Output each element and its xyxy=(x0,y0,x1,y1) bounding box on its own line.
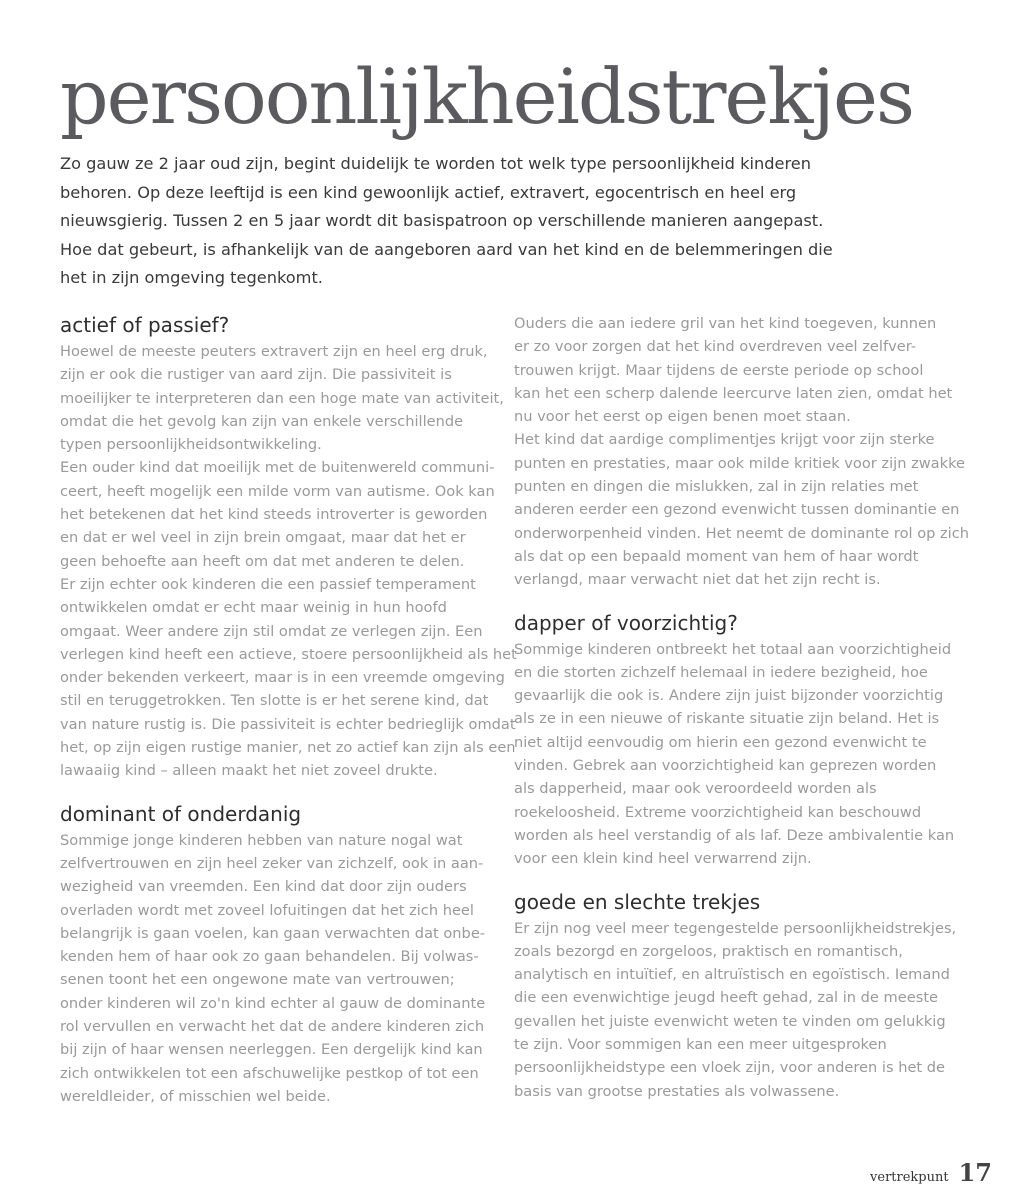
page-number: 17 xyxy=(958,1158,992,1187)
paragraph-line: moeilijker te interpreteren dan een hoge mate van activiteit, xyxy=(60,389,504,407)
section-paragraph xyxy=(514,312,970,592)
paragraph-line: punten en prestaties, maar ook milde kritiek voor zijn zwakke xyxy=(514,454,965,472)
paragraph-line: geen behoefte aan heeft om dat met anderen te delen. xyxy=(60,552,465,570)
paragraph-line: die een evenwichtige jeugd heeft gehad, zal in de meeste xyxy=(514,989,939,1007)
article-section xyxy=(514,610,954,871)
section-paragraph xyxy=(514,638,954,871)
paragraph-line: verlangd, maar verwacht niet dat het zijn recht is. xyxy=(514,571,881,589)
paragraph-line: gevallen het juiste evenwicht weten te vinden om gelukkig xyxy=(514,1012,946,1030)
paragraph-line: Ouders die aan iedere gril van het kind toegeven, kunnen xyxy=(514,315,937,332)
section-gap xyxy=(60,783,500,801)
article-section xyxy=(514,312,970,592)
section-heading: dapper of voorzichtig? xyxy=(514,610,738,635)
paragraph-line: wezigheid van vreemden. Een kind dat door zijn ouders xyxy=(60,878,467,896)
intro-line: Zo gauw ze 2 jaar oud zijn, begint duidelijk te worden tot welk type persoonlijkheid kinderen xyxy=(60,154,811,173)
section-gap xyxy=(514,592,954,610)
paragraph-line: verlegen kind heeft een actieve, stoere persoonlijkheid als het xyxy=(60,645,517,663)
paragraph-line: persoonlijkheidstype een vloek zijn, voor anderen is het de xyxy=(514,1059,946,1077)
section-gap xyxy=(514,871,954,889)
paragraph-line: wereldleider, of misschien wel beide. xyxy=(60,1087,331,1105)
paragraph-line: punten en dingen die mislukken, zal in zijn relaties met xyxy=(514,478,919,496)
paragraph-line: analytisch en intuïtief, en altruïstisch en egoïstisch. Iemand xyxy=(514,966,950,984)
section-paragraph xyxy=(514,917,957,1103)
intro-line: het in zijn omgeving tegenkomt. xyxy=(60,268,323,287)
paragraph-line: Hoewel de meeste peuters extravert zijn en heel erg druk, xyxy=(60,343,488,360)
paragraph-line: zoals bezorgd en zorgeloos, praktisch en romantisch, xyxy=(514,942,903,960)
paragraph-line: rol vervullen en verwacht het dat de andere kinderen zich xyxy=(60,1018,485,1036)
paragraph-line: bij zijn of haar wensen neerleggen. Een dergelijk kind kan xyxy=(60,1041,483,1059)
right-column xyxy=(514,312,970,1103)
paragraph-line: anderen eerder een gezond evenwicht tussen dominantie en xyxy=(514,501,960,519)
paragraph-line: ceert, heeft mogelijk een milde vorm van autisme. Ook kan xyxy=(60,482,495,500)
paragraph-line: als dapperheid, maar ook veroordeeld worden als xyxy=(514,780,877,798)
paragraph-line: trouwen krijgt. Maar tijdens de eerste periode op school xyxy=(514,361,924,379)
article-section xyxy=(514,889,957,1103)
paragraph-line: als dat op een bepaald moment van hem of haar wordt xyxy=(514,547,919,565)
article-section xyxy=(60,801,500,1109)
section-heading: goede en slechte trekjes xyxy=(514,889,761,914)
paragraph-line: zich ontwikkelen tot een afschuwelijke pestkop of tot een xyxy=(60,1064,479,1082)
paragraph-line: senen toont het een ongewone mate van vertrouwen; xyxy=(60,971,455,989)
paragraph-line: Er zijn echter ook kinderen die een passief temperament xyxy=(60,575,476,593)
section-paragraph xyxy=(60,340,517,783)
paragraph-line: roekeloosheid. Extreme voorzichtigheid kan beschouwd xyxy=(514,803,922,821)
paragraph-line: omgaat. Weer andere zijn stil omdat ze verlegen zijn. Een xyxy=(60,622,483,640)
paragraph-line: worden als heel verstandig of als laf. Deze ambivalentie kan xyxy=(514,826,955,844)
paragraph-line: niet altijd eenvoudig om hierin een gezond evenwicht te xyxy=(514,733,927,751)
intro-line: nieuwsgierig. Tussen 2 en 5 jaar wordt dit basispatroon op verschillende manieren aangepast. xyxy=(60,211,824,230)
paragraph-line: Sommige jonge kinderen hebben van nature nogal wat xyxy=(60,831,463,849)
paragraph-line: stil en teruggetrokken. Ten slotte is er het serene kind, dat xyxy=(60,692,489,710)
paragraph-line: als ze in een nieuwe of riskante situatie zijn beland. Het is xyxy=(514,710,940,728)
paragraph-line: het, op zijn eigen rustige manier, net zo actief kan zijn als een xyxy=(60,739,516,757)
paragraph-line: zijn er ook die rustiger van aard zijn. Die passiviteit is xyxy=(60,366,452,384)
paragraph-line: zelfvertrouwen en zijn heel zeker van zichzelf, ook in aan- xyxy=(60,854,484,872)
paragraph-line: basis van grootse prestaties als volwassene. xyxy=(514,1082,840,1100)
paragraph-line: Sommige kinderen ontbreekt het totaal aan voorzichtigheid xyxy=(514,640,952,658)
paragraph-line: kenden hem of haar ook zo gaan behandelen. Bij volwas- xyxy=(60,948,479,966)
page-title: persoonlijkheidstrekjes xyxy=(60,52,913,141)
paragraph-line: Er zijn nog veel meer tegengestelde persoonlijkheidstrekjes, xyxy=(514,919,957,937)
footer-section-label: vertrekpunt xyxy=(870,1170,949,1185)
paragraph-line: kan het een scherp dalende leercurve laten zien, omdat het xyxy=(514,384,953,402)
intro-line: Hoe dat gebeurt, is afhankelijk van de aangeboren aard van het kind en de belemmeringen die xyxy=(60,239,833,259)
paragraph-line: typen persoonlijkheidsontwikkeling. xyxy=(60,436,322,454)
paragraph-line: onder kinderen wil zo'n kind echter al gauw de dominante xyxy=(60,994,486,1012)
paragraph-line: onderworpenheid vinden. Het neemt de dominante rol op zich xyxy=(514,524,970,542)
paragraph-line: onder bekenden verkeert, maar is in een vreemde omgeving xyxy=(60,669,505,687)
intro-paragraph xyxy=(60,150,940,293)
paragraph-line: omdat die het gevolg kan zijn van enkele verschillende xyxy=(60,412,464,430)
paragraph-line: overladen wordt met zoveel lofuitingen dat het zich heel xyxy=(60,901,474,919)
paragraph-line: lawaaiig kind – alleen maakt het niet zoveel drukte. xyxy=(60,762,438,780)
left-column xyxy=(60,312,517,1108)
paragraph-line: Een ouder kind dat moeilijk met de buitenwereld communi- xyxy=(60,459,495,477)
paragraph-line: nu voor het eerst op eigen benen moet staan. xyxy=(514,408,851,426)
paragraph-line: te zijn. Voor sommigen kan een meer uitgesproken xyxy=(514,1036,887,1054)
paragraph-line: en dat er wel veel in zijn brein omgaat, maar dat het er xyxy=(60,529,466,547)
paragraph-line: en die storten zichzelf helemaal in iedere bezigheid, hoe xyxy=(514,663,928,681)
paragraph-line: ontwikkelen omdat er echt maar weinig in hun hoofd xyxy=(60,599,447,617)
paragraph-line: het betekenen dat het kind steeds introverter is geworden xyxy=(60,506,488,524)
paragraph-line: gevaarlijk die ook is. Andere zijn juist bijzonder voorzichtig xyxy=(514,687,944,705)
paragraph-line: van nature rustig is. Die passiviteit is echter bedrieglijk omdat xyxy=(60,715,516,733)
paragraph-line: Het kind dat aardige complimentjes krijgt voor zijn sterke xyxy=(514,431,935,449)
section-heading: dominant of onderdanig xyxy=(60,801,302,826)
paragraph-line: vinden. Gebrek aan voorzichtigheid kan geprezen worden xyxy=(514,757,937,775)
section-heading: actief of passief? xyxy=(60,313,230,337)
paragraph-line: belangrijk is gaan voelen, kan gaan verwachten dat onbe- xyxy=(60,924,486,942)
intro-line: behoren. Op deze leeftijd is een kind gewoonlijk actief, extravert, egocentrisch en heel erg xyxy=(60,182,797,202)
section-paragraph xyxy=(60,829,500,1109)
article-section xyxy=(60,312,517,783)
paragraph-line: er zo voor zorgen dat het kind overdreven veel zelfver- xyxy=(514,338,917,356)
paragraph-line: voor een klein kind heel verwarrend zijn. xyxy=(514,850,812,868)
page-footer xyxy=(870,1158,992,1187)
